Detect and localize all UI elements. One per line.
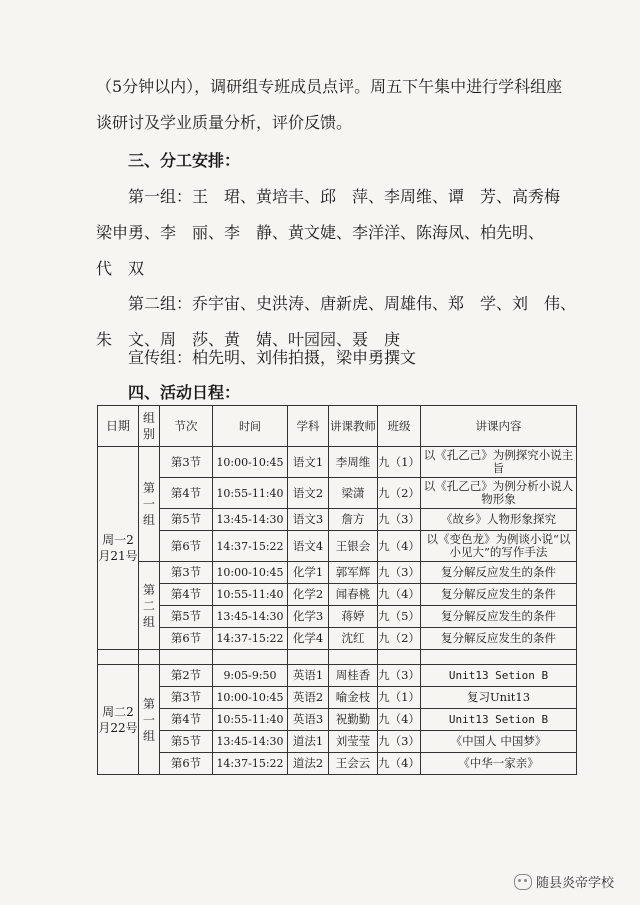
period-cell: 第6节 bbox=[160, 753, 213, 775]
content-cell: Unit13 Setion B bbox=[421, 709, 577, 731]
header-subject: 学科 bbox=[288, 406, 329, 447]
period-cell: 第5节 bbox=[160, 509, 213, 531]
subject-cell: 道法2 bbox=[288, 753, 329, 775]
time-cell: 14:37-15:22 bbox=[213, 628, 288, 650]
teacher-cell: 刘莹莹 bbox=[329, 731, 378, 753]
group-cell: 第一组 bbox=[139, 665, 160, 775]
content-cell: 以《变色龙》为例谈小说“以小见大”的写作手法 bbox=[421, 531, 577, 562]
date-cell: 周二2月22号 bbox=[98, 665, 139, 775]
time-cell: 9:05-9:50 bbox=[213, 665, 288, 687]
class-cell: 九（3） bbox=[378, 562, 421, 584]
subject-cell: 道法1 bbox=[288, 731, 329, 753]
time-cell: 13:45-14:30 bbox=[213, 606, 288, 628]
time-cell: 14:37-15:22 bbox=[213, 531, 288, 562]
teacher-cell: 闻春桃 bbox=[329, 584, 378, 606]
class-cell: 九（2） bbox=[378, 478, 421, 509]
subject-cell: 英语2 bbox=[288, 687, 329, 709]
teacher-cell: 李周维 bbox=[329, 447, 378, 478]
teacher-cell: 梁潇 bbox=[329, 478, 378, 509]
time-cell: 10:00-10:45 bbox=[213, 562, 288, 584]
table-row bbox=[98, 478, 577, 509]
class-cell: 九（3） bbox=[378, 665, 421, 687]
class-cell: 九（4） bbox=[378, 709, 421, 731]
header-time: 时间 bbox=[213, 406, 288, 447]
time-cell: 10:00-10:45 bbox=[213, 687, 288, 709]
table-row bbox=[98, 628, 577, 650]
paragraph-line: （5分钟以内），调研组专班成员点评。周五下午集中进行学科组座 bbox=[96, 77, 563, 96]
subject-cell: 语文4 bbox=[288, 531, 329, 562]
header-period: 节次 bbox=[160, 406, 213, 447]
period-cell: 第4节 bbox=[160, 584, 213, 606]
teacher-cell: 詹方 bbox=[329, 509, 378, 531]
class-cell: 九（4） bbox=[378, 531, 421, 562]
time-cell: 13:45-14:30 bbox=[213, 731, 288, 753]
group-cell: 第二组 bbox=[139, 562, 160, 650]
table-row bbox=[98, 606, 577, 628]
schedule-table bbox=[97, 405, 577, 775]
class-cell: 九（2） bbox=[378, 628, 421, 650]
teacher-cell: 王会云 bbox=[329, 753, 378, 775]
header-class: 班级 bbox=[378, 406, 421, 447]
teacher-cell: 喻金枝 bbox=[329, 687, 378, 709]
account-name: 随县炎帝学校 bbox=[536, 876, 615, 891]
teacher-cell: 沈红 bbox=[329, 628, 378, 650]
table-row bbox=[98, 531, 577, 562]
time-cell: 14:37-15:22 bbox=[213, 753, 288, 775]
subject-cell: 化学4 bbox=[288, 628, 329, 650]
table-row bbox=[98, 447, 577, 478]
table-gap-row bbox=[98, 650, 577, 665]
table-row bbox=[98, 709, 577, 731]
table-row bbox=[98, 753, 577, 775]
subject-cell: 语文1 bbox=[288, 447, 329, 478]
time-cell: 10:00-10:45 bbox=[213, 447, 288, 478]
content-cell: 《中华一家亲》 bbox=[421, 753, 577, 775]
period-cell: 第3节 bbox=[160, 687, 213, 709]
subject-cell: 化学2 bbox=[288, 584, 329, 606]
content-cell: Unit13 Setion B bbox=[421, 665, 577, 687]
time-cell: 13:45-14:30 bbox=[213, 509, 288, 531]
content-cell: 复分解反应发生的条件 bbox=[421, 562, 577, 584]
table-row bbox=[98, 687, 577, 709]
period-cell: 第6节 bbox=[160, 628, 213, 650]
table-row bbox=[98, 509, 577, 531]
class-cell: 九（3） bbox=[378, 509, 421, 531]
header-group: 组别 bbox=[139, 406, 160, 447]
period-cell: 第3节 bbox=[160, 562, 213, 584]
section-heading: 四、活动日程： bbox=[128, 383, 241, 402]
subject-cell: 化学1 bbox=[288, 562, 329, 584]
table-row bbox=[98, 665, 577, 687]
time-cell: 10:55-11:40 bbox=[213, 478, 288, 509]
subject-cell: 英语1 bbox=[288, 665, 329, 687]
content-cell: 以《孔乙己》为例探究小说主旨 bbox=[421, 447, 577, 478]
time-cell: 10:55-11:40 bbox=[213, 584, 288, 606]
period-cell: 第5节 bbox=[160, 731, 213, 753]
class-cell: 九（1） bbox=[378, 447, 421, 478]
paragraph-line: 谈研讨及学业质量分析，评价反馈。 bbox=[96, 113, 353, 132]
class-cell: 九（4） bbox=[378, 584, 421, 606]
table-row bbox=[98, 562, 577, 584]
class-cell: 九（3） bbox=[378, 731, 421, 753]
content-cell: 《中国人 中国梦》 bbox=[421, 731, 577, 753]
teacher-cell: 周桂香 bbox=[329, 665, 378, 687]
table-header-row bbox=[98, 406, 577, 447]
period-cell: 第3节 bbox=[160, 447, 213, 478]
content-cell: 复分解反应发生的条件 bbox=[421, 584, 577, 606]
content-cell: 复分解反应发生的条件 bbox=[421, 628, 577, 650]
group1-line: 第一组：王 珺、黄培丰、邱 萍、李周维、谭 芳、高秀梅 bbox=[128, 187, 561, 206]
section-heading: 三、分工安排： bbox=[128, 151, 241, 170]
footer-account bbox=[514, 872, 614, 891]
content-cell: 复分解反应发生的条件 bbox=[421, 606, 577, 628]
teacher-cell: 蒋婷 bbox=[329, 606, 378, 628]
content-cell: 《故乡》人物形象探究 bbox=[421, 509, 577, 531]
subject-cell: 英语3 bbox=[288, 709, 329, 731]
class-cell: 九（4） bbox=[378, 753, 421, 775]
group1-line: 代 双 bbox=[96, 259, 145, 278]
teacher-cell: 祝勤勤 bbox=[329, 709, 378, 731]
subject-cell: 语文3 bbox=[288, 509, 329, 531]
period-cell: 第5节 bbox=[160, 606, 213, 628]
period-cell: 第4节 bbox=[160, 709, 213, 731]
subject-cell: 化学3 bbox=[288, 606, 329, 628]
content-cell: 复习Unit13 bbox=[421, 687, 577, 709]
group1-line: 梁申勇、李 丽、李 静、黄文婕、李洋洋、陈海凤、柏先明、 bbox=[96, 223, 545, 242]
wechat-icon bbox=[514, 874, 532, 890]
content-cell: 以《孔乙己》为例分析小说人物形象 bbox=[421, 478, 577, 509]
group-cell: 第一组 bbox=[139, 447, 160, 562]
group2-line: 朱 文、周 莎、黄 婧、叶园园、聂 庚 bbox=[96, 330, 401, 349]
publicity-line: 宣传组：柏先明、刘伟拍摄，梁申勇撰文 bbox=[128, 348, 417, 367]
teacher-cell: 郭军辉 bbox=[329, 562, 378, 584]
date-cell: 周一2月21号 bbox=[98, 447, 139, 650]
header-teacher: 讲课教师 bbox=[329, 406, 378, 447]
class-cell: 九（1） bbox=[378, 687, 421, 709]
table-row bbox=[98, 584, 577, 606]
time-cell: 10:55-11:40 bbox=[213, 709, 288, 731]
group2-line: 第二组：乔宇宙、史洪涛、唐新虎、周雄伟、郑 学、刘 伟、 bbox=[128, 294, 577, 313]
teacher-cell: 王银会 bbox=[329, 531, 378, 562]
class-cell: 九（5） bbox=[378, 606, 421, 628]
period-cell: 第2节 bbox=[160, 665, 213, 687]
header-date: 日期 bbox=[98, 406, 139, 447]
table-row bbox=[98, 731, 577, 753]
subject-cell: 语文2 bbox=[288, 478, 329, 509]
period-cell: 第6节 bbox=[160, 531, 213, 562]
header-content: 讲课内容 bbox=[421, 406, 577, 447]
period-cell: 第4节 bbox=[160, 478, 213, 509]
